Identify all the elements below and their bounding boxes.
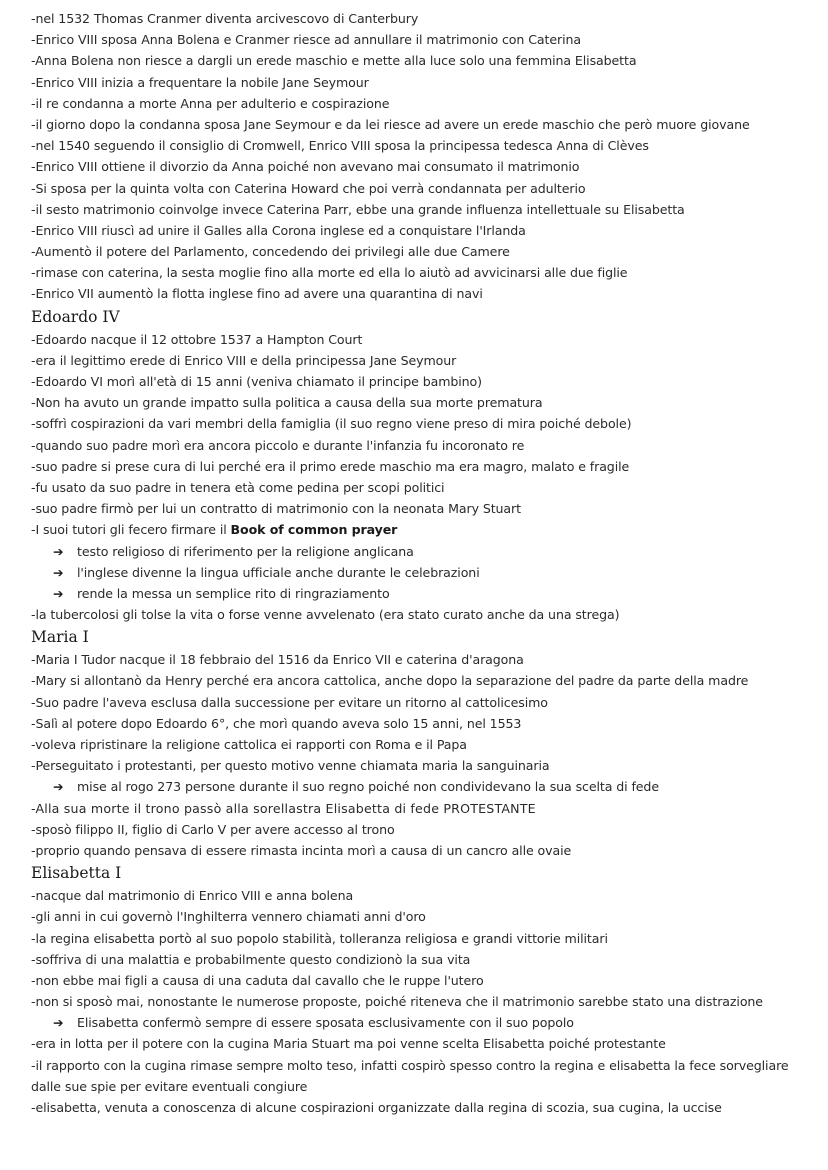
- sub-note-line: [31, 1012, 808, 1033]
- note-line: -il re condanna a morte Anna per adulterio e cospirazione: [31, 95, 390, 111]
- note-line: -nel 1540 seguendo il consiglio di Cromwell, Enrico VIII sposa la principessa tedesca Anna di Clèves: [31, 138, 649, 154]
- note-line: -Suo padre l'aveva esclusa dalla successione per evitare un ritorno al cattolicesimo: [31, 694, 548, 710]
- note-line: -nel 1532 Thomas Cranmer diventa arcivescovo di Canterbury: [31, 11, 419, 26]
- right-arrow-icon: ➔: [53, 564, 64, 580]
- note-line: -il sesto matrimonio coinvolge invece Caterina Parr, ebbe una grande influenza intellettuale su Elisabetta: [31, 201, 685, 217]
- note-line: -Enrico VIII sposa Anna Bolena e Cranmer riesce ad annullare il matrimonio con Caterina: [31, 32, 581, 48]
- right-arrow-icon: ➔: [53, 1015, 64, 1031]
- sub-note-line: [31, 562, 808, 583]
- sub-note-line: [31, 541, 808, 562]
- note-line: -la regina elisabetta portò al suo popolo stabilità, tolleranza religiosa e grandi vittorie militari: [31, 930, 608, 946]
- note-line: -elisabetta, venuta a conoscenza di alcune cospirazioni organizzate dalla regina di scozia, sua cugina, la uccise: [31, 1100, 722, 1115]
- sub-note-text: l'inglese divenne la lingua ufficiale anche durante le celebrazioni: [77, 564, 480, 580]
- prayer-book-title: Book of common prayer: [230, 522, 398, 538]
- sub-note-text: Elisabetta confermò sempre di essere sposata esclusivamente con il suo popolo: [77, 1015, 574, 1031]
- note-line: -non ebbe mai figli a causa di una caduta dal cavallo che le ruppe l'utero: [31, 972, 484, 988]
- section-heading-maria: Maria I: [31, 628, 89, 647]
- note-line: -Enrico VIII inizia a frequentare la nobile Jane Seymour: [31, 74, 369, 90]
- note-line: -Enrico VIII ottiene il divorzio da Anna poiché non avevano mai consumato il matrimonio: [31, 159, 580, 175]
- note-line: -Enrico VII aumentò la flotta inglese fino ad avere una quarantina di navi: [31, 286, 483, 302]
- note-line: -gli anni in cui governò l'Inghilterra vennero chiamati anni d'oro: [31, 909, 426, 925]
- note-line: -era in lotta per il potere con la cugina Maria Stuart ma poi venne scelta Elisabetta poiché protestante: [31, 1036, 666, 1052]
- note-line: -Aumentò il potere del Parlamento, concedendo dei privilegi alle due Camere: [31, 244, 510, 260]
- note-line: dalle sue spie per evitare eventuali congiure: [31, 1078, 308, 1094]
- note-line: -era il legittimo erede di Enrico VIII e della principessa Jane Seymour: [31, 352, 457, 368]
- note-line: -Perseguitato i protestanti, per questo motivo venne chiamata maria la sanguinaria: [31, 758, 550, 774]
- note-line: -voleva ripristinare la religione cattolica ei rapporti con Roma e il Papa: [31, 737, 467, 752]
- right-arrow-icon: ➔: [53, 543, 64, 559]
- note-line: -Edoardo VI morì all'età di 15 anni (veniva chiamato il principe bambino): [31, 374, 482, 389]
- note-line: -proprio quando pensava di essere rimasta incinta morì a causa di un cancro alle ovaie: [31, 842, 572, 858]
- sub-note-text: testo religioso di riferimento per la religione anglicana: [77, 543, 414, 559]
- note-line: -suo padre si prese cura di lui perché era il primo erede maschio ma era magro, malato e fragile: [31, 458, 630, 474]
- note-line: -non si sposò mai, nonostante le numerose proposte, poiché riteneva che il matrimonio sarebbe stato una distrazione: [31, 994, 763, 1010]
- section-heading-edoardo: Edoardo IV: [31, 307, 120, 326]
- note-line: -quando suo padre morì era ancora piccolo e durante l'infanzia fu incoronato re: [31, 437, 525, 453]
- note-line: -rimase con caterina, la sesta moglie fino alla morte ed ella lo aiutò ad avvicinarsi alle due figlie: [31, 265, 628, 281]
- right-arrow-icon: ➔: [53, 585, 64, 601]
- note-line: -Salì al potere dopo Edoardo 6°, che morì quando aveva solo 15 anni, nel 1553: [31, 715, 522, 731]
- note-line-prayer-book: [31, 519, 808, 540]
- note-line: -fu usato da suo padre in tenera età come pedina per scopi politici: [31, 479, 445, 495]
- note-line: -la tubercolosi gli tolse la vita o forse venne avvelenato (era stato curato anche da una strega): [31, 607, 620, 623]
- note-line: -Mary si allontanò da Henry perché era ancora cattolica, anche dopo la separazione del padre da parte della madre: [31, 673, 749, 689]
- note-line: -Enrico VIII riuscì ad unire il Galles alla Corona inglese ed a conquistare l'Irlanda: [31, 222, 526, 238]
- note-line: -soffrì cospirazioni da vari membri della famiglia (il suo regno viene preso di mira poiché debole): [31, 416, 632, 432]
- note-line: -sposò filippo II, figlio di Carlo V per avere accesso al trono: [31, 821, 395, 837]
- note-line: -Anna Bolena non riesce a dargli un erede maschio e mette alla luce solo una femmina Elisabetta: [31, 53, 637, 69]
- note-line: -suo padre firmò per lui un contratto di matrimonio con la neonata Mary Stuart: [31, 501, 521, 517]
- note-line: -Non ha avuto un grande impatto sulla politica a causa della sua morte prematura: [31, 395, 543, 411]
- note-line: -Si sposa per la quinta volta con Caterina Howard che poi verrà condannata per adulterio: [31, 180, 586, 196]
- note-line: -soffriva di una malattia e probabilmente questo condizionò la sua vita: [31, 951, 471, 967]
- note-line: -Edoardo nacque il 12 ottobre 1537 a Hampton Court: [31, 331, 363, 347]
- note-line: -il rapporto con la cugina rimase sempre molto teso, infatti cospirò spesso contro la regina e elisabetta la fece sorvegliare: [31, 1057, 789, 1073]
- prayer-prefix: -I suoi tutori gli fecero firmare il: [31, 522, 231, 538]
- section-heading-elisabetta: Elisabetta I: [31, 864, 122, 883]
- sub-note-line: [31, 776, 808, 797]
- note-line: -nacque dal matrimonio di Enrico VIII e anna bolena: [31, 888, 354, 904]
- note-line: -Alla sua morte il trono passò alla sorellastra Elisabetta di fede PROTESTANTE: [31, 800, 536, 816]
- right-arrow-icon: ➔: [53, 779, 64, 795]
- sub-note-text: rende la messa un semplice rito di ringraziamento: [77, 585, 390, 601]
- note-line: -Maria I Tudor nacque il 18 febbraio del 1516 da Enrico VII e caterina d'aragona: [31, 652, 524, 668]
- note-line: -il giorno dopo la condanna sposa Jane Seymour e da lei riesce ad avere un erede maschio che però muore giovane: [31, 116, 750, 132]
- sub-note-line: [31, 583, 808, 604]
- sub-note-text: mise al rogo 273 persone durante il suo regno poiché non condividevano la sua scelta di fede: [77, 779, 659, 795]
